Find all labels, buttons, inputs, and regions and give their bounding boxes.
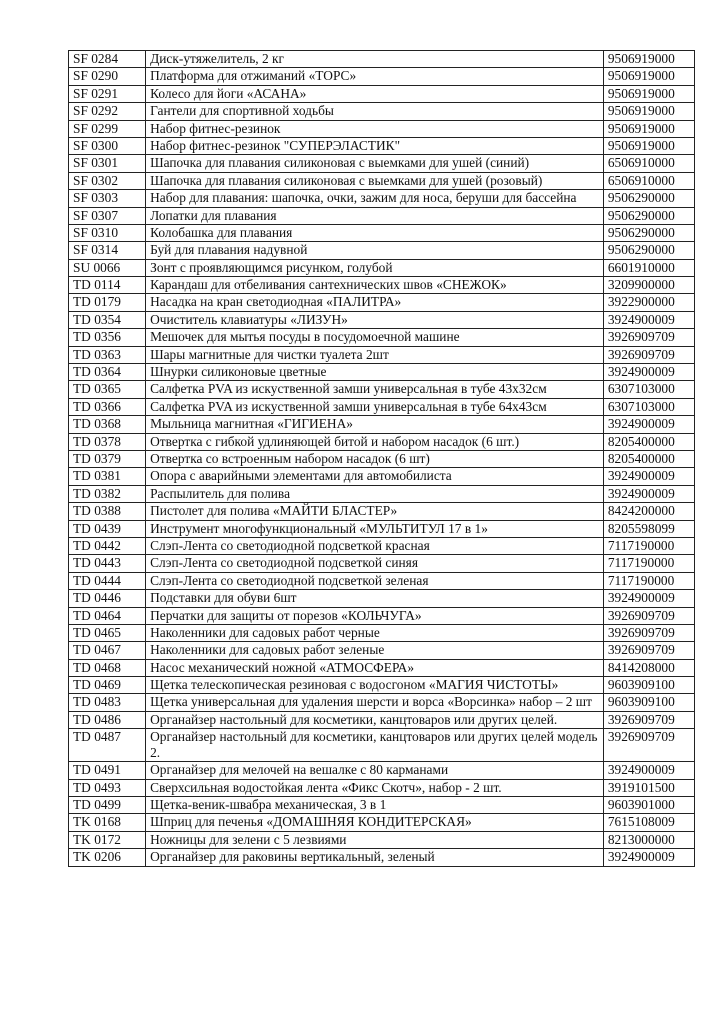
hs-code-cell: 3924900009 [603, 590, 694, 607]
product-name-cell: Шапочка для плавания силиконовая с выемками для ушей (розовый) [146, 172, 604, 189]
product-name-cell: Очиститель клавиатуры «ЛИЗУН» [146, 311, 604, 328]
hs-code-cell: 3924900009 [603, 311, 694, 328]
hs-code-cell: 9506919000 [603, 137, 694, 154]
hs-code-cell: 3926909709 [603, 642, 694, 659]
article-code-cell: TD 0364 [69, 364, 146, 381]
table-row [69, 659, 695, 676]
table-row [69, 294, 695, 311]
table-row [69, 224, 695, 241]
table-row [69, 779, 695, 796]
hs-code-cell: 7117190000 [603, 537, 694, 554]
hs-code-cell: 3924900009 [603, 416, 694, 433]
table-row [69, 520, 695, 537]
hs-code-cell: 7615108009 [603, 814, 694, 831]
product-name-cell: Буй для плавания надувной [146, 242, 604, 259]
goods-table-body [69, 51, 695, 867]
table-row [69, 68, 695, 85]
article-code-cell: SF 0314 [69, 242, 146, 259]
product-name-cell: Салфетка PVA из искуственной замши универсальная в тубе 64х43см [146, 398, 604, 415]
article-code-cell: TD 0439 [69, 520, 146, 537]
article-code-cell: TD 0354 [69, 311, 146, 328]
product-name-cell: Органайзер для раковины вертикальный, зеленый [146, 849, 604, 866]
article-code-cell: TD 0493 [69, 779, 146, 796]
hs-code-cell: 8213000000 [603, 831, 694, 848]
product-name-cell: Отвертка со встроенным набором насадок (6 шт) [146, 450, 604, 467]
hs-code-cell: 7117190000 [603, 572, 694, 589]
article-code-cell: TD 0366 [69, 398, 146, 415]
product-name-cell: Набор фитнес-резинок [146, 120, 604, 137]
hs-code-cell: 6307103000 [603, 381, 694, 398]
article-code-cell: TD 0379 [69, 450, 146, 467]
article-code-cell: TD 0356 [69, 329, 146, 346]
product-name-cell: Отвертка с гибкой удлиняющей битой и набором насадок (6 шт.) [146, 433, 604, 450]
table-row [69, 103, 695, 120]
hs-code-cell: 6506910000 [603, 172, 694, 189]
article-code-cell: TD 0468 [69, 659, 146, 676]
table-row [69, 797, 695, 814]
article-code-cell: TK 0206 [69, 849, 146, 866]
table-row [69, 120, 695, 137]
table-row [69, 433, 695, 450]
article-code-cell: TD 0442 [69, 537, 146, 554]
article-code-cell: SU 0066 [69, 259, 146, 276]
hs-code-cell: 3926909709 [603, 329, 694, 346]
product-name-cell: Щетка телескопическая резиновая с водосгоном «МАГИЯ ЧИСТОТЫ» [146, 677, 604, 694]
product-name-cell: Зонт с проявляющимся рисунком, голубой [146, 259, 604, 276]
product-name-cell: Карандаш для отбеливания сантехнических швов «СНЕЖОК» [146, 277, 604, 294]
hs-code-cell: 3926909709 [603, 346, 694, 363]
hs-code-cell: 8205400000 [603, 450, 694, 467]
article-code-cell: TD 0446 [69, 590, 146, 607]
article-code-cell: SF 0303 [69, 190, 146, 207]
product-name-cell: Наколенники для садовых работ черные [146, 624, 604, 641]
article-code-cell: TD 0444 [69, 572, 146, 589]
hs-code-cell: 3926909709 [603, 607, 694, 624]
article-code-cell: TD 0491 [69, 762, 146, 779]
hs-code-cell: 9506919000 [603, 120, 694, 137]
goods-table [68, 50, 695, 867]
table-row [69, 381, 695, 398]
product-name-cell: Салфетка PVA из искуственной замши универсальная в тубе 43х32см [146, 381, 604, 398]
table-row [69, 190, 695, 207]
product-name-cell: Насадка на кран светодиодная «ПАЛИТРА» [146, 294, 604, 311]
article-code-cell: TD 0114 [69, 277, 146, 294]
hs-code-cell: 7117190000 [603, 555, 694, 572]
hs-code-cell: 3926909709 [603, 729, 694, 762]
hs-code-cell: 9506919000 [603, 85, 694, 102]
article-code-cell: TD 0388 [69, 503, 146, 520]
article-code-cell: SF 0307 [69, 207, 146, 224]
product-name-cell: Опора с аварийными элементами для автомобилиста [146, 468, 604, 485]
table-row [69, 729, 695, 762]
article-code-cell: SF 0290 [69, 68, 146, 85]
article-code-cell: TD 0443 [69, 555, 146, 572]
table-row [69, 572, 695, 589]
product-name-cell: Лопатки для плавания [146, 207, 604, 224]
table-row [69, 694, 695, 711]
table-row [69, 590, 695, 607]
table-row [69, 450, 695, 467]
table-row [69, 624, 695, 641]
table-row [69, 155, 695, 172]
table-row [69, 677, 695, 694]
table-row [69, 831, 695, 848]
article-code-cell: SF 0299 [69, 120, 146, 137]
product-name-cell: Наколенники для садовых работ зеленые [146, 642, 604, 659]
hs-code-cell: 3924900009 [603, 364, 694, 381]
article-code-cell: TD 0499 [69, 797, 146, 814]
table-row [69, 642, 695, 659]
product-name-cell: Мыльница магнитная «ГИГИЕНА» [146, 416, 604, 433]
product-name-cell: Гантели для спортивной ходьбы [146, 103, 604, 120]
hs-code-cell: 3922900000 [603, 294, 694, 311]
hs-code-cell: 8424200000 [603, 503, 694, 520]
hs-code-cell: 3924900009 [603, 468, 694, 485]
table-row [69, 711, 695, 728]
hs-code-cell: 9506290000 [603, 242, 694, 259]
article-code-cell: SF 0301 [69, 155, 146, 172]
hs-code-cell: 3919101500 [603, 779, 694, 796]
product-name-cell: Перчатки для защиты от порезов «КОЛЬЧУГА» [146, 607, 604, 624]
table-row [69, 277, 695, 294]
hs-code-cell: 3924900009 [603, 849, 694, 866]
product-name-cell: Колобашка для плавания [146, 224, 604, 241]
hs-code-cell: 9506919000 [603, 51, 694, 68]
product-name-cell: Распылитель для полива [146, 485, 604, 502]
hs-code-cell: 8414208000 [603, 659, 694, 676]
product-name-cell: Шнурки силиконовые цветные [146, 364, 604, 381]
product-name-cell: Подставки для обуви 6шт [146, 590, 604, 607]
article-code-cell: SF 0302 [69, 172, 146, 189]
hs-code-cell: 3926909709 [603, 711, 694, 728]
hs-code-cell: 3924900009 [603, 762, 694, 779]
table-row [69, 311, 695, 328]
table-row [69, 172, 695, 189]
article-code-cell: TD 0464 [69, 607, 146, 624]
product-name-cell: Сверхсильная водостойкая лента «Фикс Скотч», набор - 2 шт. [146, 779, 604, 796]
product-name-cell: Набор фитнес-резинок "СУПЕРЭЛАСТИК" [146, 137, 604, 154]
table-row [69, 398, 695, 415]
article-code-cell: TK 0168 [69, 814, 146, 831]
hs-code-cell: 9506919000 [603, 103, 694, 120]
hs-code-cell: 6601910000 [603, 259, 694, 276]
article-code-cell: TD 0363 [69, 346, 146, 363]
article-code-cell: TD 0469 [69, 677, 146, 694]
product-name-cell: Платформа для отжиманий «ТОРС» [146, 68, 604, 85]
product-name-cell: Щетка универсальная для удаления шерсти и ворса «Ворсинка» набор – 2 шт [146, 694, 604, 711]
article-code-cell: SF 0291 [69, 85, 146, 102]
product-name-cell: Насос механический ножной «АТМОСФЕРА» [146, 659, 604, 676]
hs-code-cell: 8205400000 [603, 433, 694, 450]
table-row [69, 468, 695, 485]
hs-code-cell: 9603909100 [603, 694, 694, 711]
table-row [69, 849, 695, 866]
product-name-cell: Слэп-Лента со светодиодной подсветкой синяя [146, 555, 604, 572]
article-code-cell: TD 0486 [69, 711, 146, 728]
hs-code-cell: 8205598099 [603, 520, 694, 537]
article-code-cell: TD 0465 [69, 624, 146, 641]
product-name-cell: Органайзер для мелочей на вешалке с 80 карманами [146, 762, 604, 779]
hs-code-cell: 6307103000 [603, 398, 694, 415]
article-code-cell: SF 0310 [69, 224, 146, 241]
article-code-cell: TD 0378 [69, 433, 146, 450]
hs-code-cell: 6506910000 [603, 155, 694, 172]
article-code-cell: TD 0382 [69, 485, 146, 502]
table-row [69, 485, 695, 502]
hs-code-cell: 9506290000 [603, 207, 694, 224]
article-code-cell: SF 0292 [69, 103, 146, 120]
product-name-cell: Мешочек для мытья посуды в посудомоечной машине [146, 329, 604, 346]
hs-code-cell: 3209900000 [603, 277, 694, 294]
product-name-cell: Слэп-Лента со светодиодной подсветкой зеленая [146, 572, 604, 589]
product-name-cell: Диск-утяжелитель, 2 кг [146, 51, 604, 68]
article-code-cell: TD 0368 [69, 416, 146, 433]
table-row [69, 364, 695, 381]
product-name-cell: Колесо для йоги «АСАНА» [146, 85, 604, 102]
table-row [69, 329, 695, 346]
hs-code-cell: 9506919000 [603, 68, 694, 85]
article-code-cell: TD 0483 [69, 694, 146, 711]
article-code-cell: SF 0284 [69, 51, 146, 68]
product-name-cell: Щетка-веник-швабра механическая, 3 в 1 [146, 797, 604, 814]
article-code-cell: TD 0381 [69, 468, 146, 485]
article-code-cell: TD 0487 [69, 729, 146, 762]
table-row [69, 416, 695, 433]
hs-code-cell: 3924900009 [603, 485, 694, 502]
table-row [69, 762, 695, 779]
table-row [69, 259, 695, 276]
table-row [69, 346, 695, 363]
table-row [69, 503, 695, 520]
product-name-cell: Шары магнитные для чистки туалета 2шт [146, 346, 604, 363]
article-code-cell: TD 0179 [69, 294, 146, 311]
table-row [69, 207, 695, 224]
product-name-cell: Ножницы для зелени с 5 лезвиями [146, 831, 604, 848]
table-row [69, 242, 695, 259]
hs-code-cell: 9603901000 [603, 797, 694, 814]
product-name-cell: Пистолет для полива «МАЙТИ БЛАСТЕР» [146, 503, 604, 520]
table-row [69, 537, 695, 554]
table-row [69, 85, 695, 102]
article-code-cell: SF 0300 [69, 137, 146, 154]
product-name-cell: Органайзер настольный для косметики, канцтоваров или других целей модель 2. [146, 729, 604, 762]
product-name-cell: Слэп-Лента со светодиодной подсветкой красная [146, 537, 604, 554]
product-name-cell: Шапочка для плавания силиконовая с выемками для ушей (синий) [146, 155, 604, 172]
article-code-cell: TD 0467 [69, 642, 146, 659]
table-row [69, 555, 695, 572]
table-row [69, 51, 695, 68]
hs-code-cell: 9603909100 [603, 677, 694, 694]
hs-code-cell: 9506290000 [603, 190, 694, 207]
table-row [69, 137, 695, 154]
product-name-cell: Инструмент многофункциональный «МУЛЬТИТУЛ 17 в 1» [146, 520, 604, 537]
product-name-cell: Набор для плавания: шапочка, очки, зажим для носа, беруши для бассейна [146, 190, 604, 207]
article-code-cell: TK 0172 [69, 831, 146, 848]
product-name-cell: Шприц для печенья «ДОМАШНЯЯ КОНДИТЕРСКАЯ» [146, 814, 604, 831]
table-row [69, 814, 695, 831]
hs-code-cell: 9506290000 [603, 224, 694, 241]
hs-code-cell: 3926909709 [603, 624, 694, 641]
table-row [69, 607, 695, 624]
product-name-cell: Органайзер настольный для косметики, канцтоваров или других целей. [146, 711, 604, 728]
article-code-cell: TD 0365 [69, 381, 146, 398]
